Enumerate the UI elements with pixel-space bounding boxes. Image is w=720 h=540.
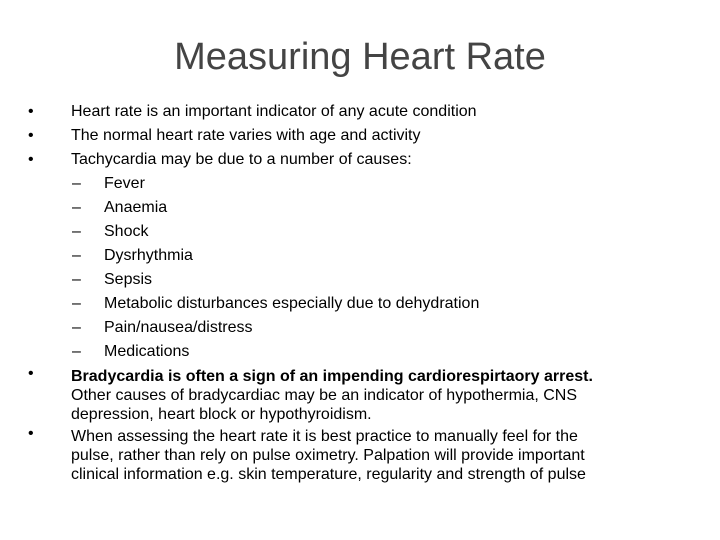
sub-item-metabolic: [24, 292, 694, 316]
dash-glyph: –: [72, 343, 81, 360]
dash-glyph: –: [72, 223, 81, 240]
sub-item-dysrhythmia: [24, 244, 694, 268]
dash-glyph: –: [72, 247, 81, 264]
bradycardia-text-line: depression, heart block or hypothyroidism.: [71, 406, 372, 423]
dash-glyph: –: [72, 319, 81, 336]
slide-title: Measuring Heart Rate: [174, 36, 546, 78]
sub-item-text: Pain/nausea/distress: [104, 319, 253, 336]
dash-glyph: –: [72, 295, 81, 312]
bullet-list: [24, 100, 694, 484]
sub-item-fever: [24, 172, 694, 196]
sub-item-text: Shock: [104, 223, 149, 240]
dash-glyph: –: [72, 199, 81, 216]
assessing-text-line: pulse, rather than rely on pulse oximetry. Palpation will provide important: [71, 447, 585, 464]
dash-glyph: –: [72, 271, 81, 288]
assessing-text-line: When assessing the heart rate it is best practice to manually feel for the: [71, 428, 578, 445]
bullet-dot: •: [28, 365, 34, 382]
bradycardia-bold-text: Bradycardia is often a sign of an impending cardiorespirtaory arrest.: [71, 368, 593, 385]
bullet-item-bradycardia: [24, 364, 694, 424]
bradycardia-text-line: Other causes of bradycardiac may be an indicator of hypothermia, CNS: [71, 387, 578, 404]
bullet-item: [24, 148, 694, 172]
bullet-dot: •: [28, 425, 34, 442]
sub-item-text: Sepsis: [104, 271, 153, 288]
dash-glyph: –: [72, 175, 81, 192]
sub-item-shock: [24, 220, 694, 244]
bullet-dot: •: [28, 103, 34, 120]
sub-item-pain: [24, 316, 694, 340]
sub-item-medications: [24, 340, 694, 364]
bullet-item-assessing: [24, 424, 694, 484]
bullet-item: [24, 100, 694, 124]
bullet-dot: •: [28, 151, 34, 168]
sub-item-text: Dysrhythmia: [104, 247, 193, 264]
bullet-text: Heart rate is an important indicator of any acute condition: [71, 103, 477, 120]
sub-item-text: Medications: [104, 343, 190, 360]
sub-item-sepsis: [24, 268, 694, 292]
bullet-text: The normal heart rate varies with age and activity: [71, 127, 421, 144]
sub-item-text: Anaemia: [104, 199, 168, 216]
bullet-item: [24, 124, 694, 148]
sub-item-text: Metabolic disturbances especially due to dehydration: [104, 295, 480, 312]
sub-item-anaemia: [24, 196, 694, 220]
bullet-text: Tachycardia may be due to a number of causes:: [71, 151, 412, 168]
assessing-text-line: clinical information e.g. skin temperature, regularity and strength of pulse: [71, 466, 586, 483]
bullet-dot: •: [28, 127, 34, 144]
sub-item-text: Fever: [104, 175, 145, 192]
